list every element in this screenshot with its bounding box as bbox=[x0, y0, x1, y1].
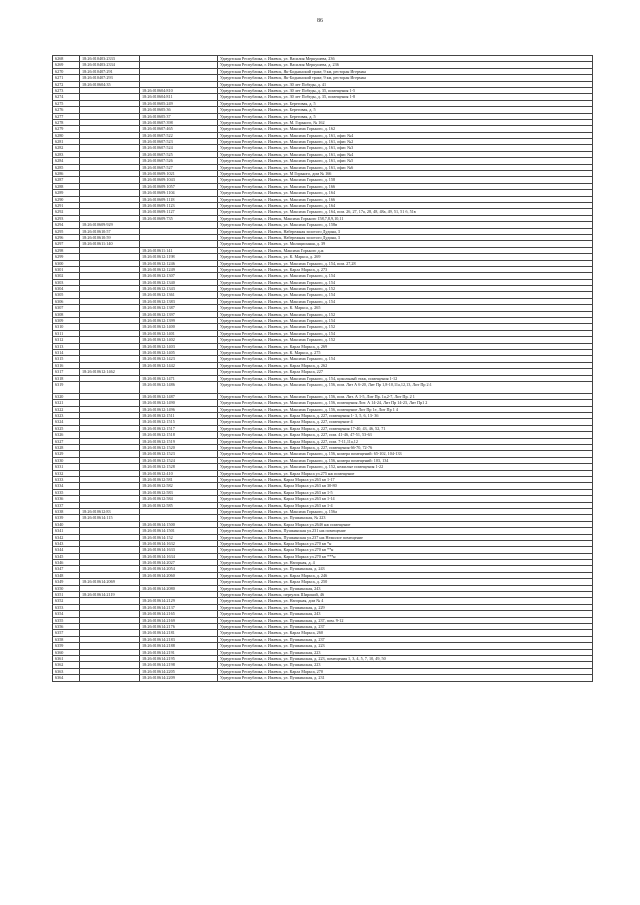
table-row bbox=[53, 675, 593, 681]
address-cell: Удмуртская Республика, г. Ижевск, ул. Береговая, д. 5 bbox=[218, 100, 593, 106]
premises-cadastral-number-cell: 18:26:010609:1043 bbox=[140, 177, 218, 183]
premises-cadastral-number-cell: 18:26:010612:1399 bbox=[140, 318, 218, 324]
row-number-cell: 6327 bbox=[53, 438, 80, 444]
premises-cadastral-number-cell: 18:26:010614:1634 bbox=[140, 553, 218, 559]
row-number-cell: 6308 bbox=[53, 311, 80, 317]
premises-cadastral-number-cell: 18:26:010612:1401 bbox=[140, 330, 218, 336]
row-number-cell: 6299 bbox=[53, 254, 80, 260]
address-cell: Удмуртская Республика, г. Ижевск, ул. Максима Горького, д. 154, цокольный этаж, помещения 1-12 bbox=[218, 375, 593, 381]
premises-cadastral-number-cell: 18:26:010614:1632 bbox=[140, 540, 218, 546]
row-number-cell: 6303 bbox=[53, 279, 80, 285]
row-number-cell: 6329 bbox=[53, 451, 80, 457]
premises-cadastral-number-cell: 18:26:010612:1487 bbox=[140, 393, 218, 399]
row-number-cell: 6331 bbox=[53, 464, 80, 470]
row-number-cell: 6325 bbox=[53, 425, 80, 431]
cadastral-number-cell: 18:26:010614:2069 bbox=[80, 579, 140, 585]
row-number-cell: 6342 bbox=[53, 534, 80, 540]
premises-cadastral-number-cell: 18:26:010612:1442 bbox=[140, 362, 218, 368]
address-cell: Удмуртская Республика, г. Ижевск, ул. Максима Горького, д. 164 bbox=[218, 202, 593, 208]
address-cell: Удмуртская Республика, г. Ижевск, ул. М. Горького, № 162 bbox=[218, 119, 593, 125]
address-cell: Удмуртская Республика, г. Ижевск, ул. Василия Меркушева, д. 236 bbox=[218, 62, 593, 68]
address-cell: Удмуртская Республика, г. Ижевск, ул. Максима Горького, д. 154 bbox=[218, 273, 593, 279]
premises-cadastral-number-cell: 18:26:010612:1307 bbox=[140, 273, 218, 279]
premises-cadastral-number-cell: 18:26:010612:1518 bbox=[140, 432, 218, 438]
premises-cadastral-number-cell: 18:26:010612:1400 bbox=[140, 324, 218, 330]
address-cell: Удмуртская Республика, г. Ижевск, ул. Максима Горького, д. 158 bbox=[218, 177, 593, 183]
row-number-cell: 6322 bbox=[53, 406, 80, 412]
address-cell: Удмуртская Республика, г. Ижевск, ул. Максима Горького, д. 161, офис №6 bbox=[218, 164, 593, 170]
address-cell: Удмуртская Республика, г. Ижевск, Карла Маркса ул.263 кв 1-4 bbox=[218, 502, 593, 508]
row-number-cell: 6282 bbox=[53, 145, 80, 151]
registry-table bbox=[52, 55, 593, 682]
address-cell: Удмуртская Республика, г. Ижевск, ул. Карла Маркса, д. 227, пом. 7-11,11а,12 bbox=[218, 438, 593, 444]
row-number-cell: 6279 bbox=[53, 126, 80, 132]
row-number-cell: 6326 bbox=[53, 432, 80, 438]
cadastral-number-cell: 18:26:010612:83 bbox=[80, 508, 140, 514]
row-number-cell: 6353 bbox=[53, 604, 80, 610]
row-number-cell: 6363 bbox=[53, 668, 80, 674]
registry-table-body bbox=[53, 56, 593, 682]
address-cell: Удмуртская Республика, г. Ижевск, ул. Максима Горького, д. 158в bbox=[218, 222, 593, 228]
address-cell: Удмуртская Республика, г. Ижевск, ул. Максима Горького, д. 156, пом. Лит А 6-20, Лит Пр 1,8-10,11а,12,13, Лит Пр 2:1 bbox=[218, 381, 593, 393]
address-cell: Удмуртская Республика, г. Ижевск, ул. Максима Горького, д. 154, пом. 27,28 bbox=[218, 260, 593, 266]
address-cell: Удмуртская Республика, г. Ижевск, ул. Милиционная, д. 39 bbox=[218, 241, 593, 247]
premises-cadastral-number-cell: 18:26:010612:1198 bbox=[140, 254, 218, 260]
address-cell: Удмуртская Республика, г. Ижевск, ул. Карла Маркса, д. 269 bbox=[218, 343, 593, 349]
address-cell: Удмуртская Республика, г. Ижевск, Набережная золотого Дудина, 3 bbox=[218, 228, 593, 234]
premises-cadastral-number-cell: 18:26:010612:1387 bbox=[140, 305, 218, 311]
row-number-cell: 6286 bbox=[53, 171, 80, 177]
premises-cadastral-number-cell: 18:26:010609:1118 bbox=[140, 196, 218, 202]
row-number-cell: 6309 bbox=[53, 318, 80, 324]
address-cell: Удмуртская Республика, г. Ижевск, ул. Пушкинская, 223 bbox=[218, 662, 593, 668]
address-cell: Удмуртская Республика, г. Ижевск, ул. Карла Маркса, д. 273 bbox=[218, 266, 593, 272]
premises-cadastral-number-cell: 18:26:010612:1515 bbox=[140, 419, 218, 425]
row-number-cell: 6346 bbox=[53, 560, 80, 566]
premises-cadastral-number-cell: 18:26:010614:2209 bbox=[140, 675, 218, 681]
premises-cadastral-number-cell: 18:26:010612:1340 bbox=[140, 279, 218, 285]
row-number-cell: 6321 bbox=[53, 400, 80, 406]
row-number-cell: 6340 bbox=[53, 521, 80, 527]
premises-cadastral-number-cell: 18:26:010612:1343 bbox=[140, 286, 218, 292]
address-cell: Удмуртская Республика, г. Ижевск, ул. Пушкинская, № 223 bbox=[218, 515, 593, 521]
address-cell: Удмуртская Республика, г. Ижевск, ул. Карла Маркса, д. 227, помещение 4 bbox=[218, 419, 593, 425]
address-cell: Удмуртская Республика, г. Ижевск, ул. Пушкинская, д. 237 bbox=[218, 623, 593, 629]
address-cell: Удмуртская Республика, г. Ижевск, ул. М Горького, дом № 166 bbox=[218, 171, 593, 177]
premises-cadastral-number-cell: 18:26:010612:585 bbox=[140, 502, 218, 508]
address-cell: Удмуртская Республика, г. Ижевск, Карла Маркса ул.263 кв 1-5 bbox=[218, 489, 593, 495]
address-cell: Удмуртская Республика, г. Ижевск, ул. Карла Маркса, 270 bbox=[218, 668, 593, 674]
address-cell: Удмуртская Республика, г. Ижевск, ул. Максима Горького, д. 164 bbox=[218, 190, 593, 196]
premises-cadastral-number-cell: 18:26:010614:2198 bbox=[140, 662, 218, 668]
row-number-cell: 6323 bbox=[53, 413, 80, 419]
premises-cadastral-number-cell: 18:26:010614:2195 bbox=[140, 655, 218, 661]
address-cell: Удмуртская Республика, г. Ижевск, Карла Маркса ул.263 кв 1-17 bbox=[218, 477, 593, 483]
row-number-cell: 6280 bbox=[53, 132, 80, 138]
address-cell: Удмуртская Республика, г. Ижевск, Карла Маркса ул.263 кв 30-80 bbox=[218, 483, 593, 489]
address-cell: Удмуртская Республика, г. Ижевск, ул. Василия Меркушева, 236 bbox=[218, 56, 593, 62]
premises-cadastral-number-cell: 18:26:010614:2129 bbox=[140, 598, 218, 604]
row-number-cell: 6275 bbox=[53, 100, 80, 106]
premises-cadastral-number-cell: 18:26:010612:1423 bbox=[140, 356, 218, 362]
address-cell: Удмуртская Республика, г. Ижевск, ул. Карла Маркса, д. 227, помещения 1- 3, 5, 6, 13- 36 bbox=[218, 413, 593, 419]
row-number-cell: 6276 bbox=[53, 107, 80, 113]
address-cell: Удмуртская Республика, г. Ижевск, ул. Максима Горького, д. 154 bbox=[218, 279, 593, 285]
address-cell: Удмуртская Республика, г. Ижевск, ул. Максима Горького, д. 152 bbox=[218, 337, 593, 343]
row-number-cell: 6361 bbox=[53, 655, 80, 661]
row-number-cell: 6273 bbox=[53, 87, 80, 93]
premises-cadastral-number-cell: 18:26:010609:1123 bbox=[140, 202, 218, 208]
row-number-cell: 6355 bbox=[53, 617, 80, 623]
address-cell: Удмуртская Республика, г. Ижевск, ул. К. Маркса, д. 269 bbox=[218, 254, 593, 260]
premises-cadastral-number-cell: 18:26:010614:2165 bbox=[140, 611, 218, 617]
row-number-cell: 6298 bbox=[53, 247, 80, 253]
address-cell: Удмуртская Республика, г. Ижевск, ул. Береговая, д. 5 bbox=[218, 113, 593, 119]
address-cell: Удмуртская Республика, г. Ижевск, ул. Максима Горького, д. 152, нежилые помещения 1-22 bbox=[218, 464, 593, 470]
row-number-cell: 6349 bbox=[53, 579, 80, 585]
row-number-cell: 6315 bbox=[53, 356, 80, 362]
address-cell: Удмуртская Республика, г. Ижевск, переулок Широкий, 46 bbox=[218, 592, 593, 598]
premises-cadastral-number-cell: 18:26:010614:1500 bbox=[140, 521, 218, 527]
row-number-cell: 6330 bbox=[53, 457, 80, 463]
cadastral-number-cell bbox=[80, 675, 140, 681]
premises-cadastral-number-cell: 18:26:010614:2054 bbox=[140, 566, 218, 572]
premises-cadastral-number-cell: 18:26:010605:36 bbox=[140, 107, 218, 113]
row-number-cell: 6301 bbox=[53, 266, 80, 272]
address-cell: Удмуртская Республика, г. Ижевск, ул. Карла Маркса ул.275 нж помещение bbox=[218, 470, 593, 476]
address-cell: Удмуртская Республика, г. Ижевск, ул. Максима Горького, д. 161, офис №4 bbox=[218, 132, 593, 138]
premises-cadastral-number-cell: 18:26:010609:1104 bbox=[140, 190, 218, 196]
address-cell: Удмуртская Республика, г. Ижевск, ул. Максима Горького, д. 154 bbox=[218, 318, 593, 324]
address-cell: Удмуртская Республика, г. Ижевск, Карла Маркса ул.270 кв ***н bbox=[218, 553, 593, 559]
premises-cadastral-number-cell: 18:26:010612:1403 bbox=[140, 343, 218, 349]
address-cell: Удмуртская Республика, г. Ижевск, ул. 30 лет Победы, д. 35, помещения 1-8 bbox=[218, 94, 593, 100]
premises-cadastral-number-cell: 18:26:010612:1496 bbox=[140, 406, 218, 412]
address-cell: Удмуртская Республика, г. Ижевск, ул. Карла Маркса, д. 227, помещения 17-40, 43, 46, 52, 71 bbox=[218, 425, 593, 431]
premises-cadastral-number-cell: 18:26:010614:1501 bbox=[140, 528, 218, 534]
address-cell: Удмуртская Республика, г. Ижевск, ул. Максима Горького, д. 156, помещение Лит Пр 1е, Лит Пр 1 4 bbox=[218, 406, 593, 412]
row-number-cell: 6345 bbox=[53, 553, 80, 559]
address-cell: Удмуртская Республика, г. Ижевск, ул. Максима Горького, д. 161, офис №3 bbox=[218, 145, 593, 151]
row-number-cell: 6359 bbox=[53, 643, 80, 649]
row-number-cell: 6290 bbox=[53, 196, 80, 202]
row-number-cell: 6344 bbox=[53, 547, 80, 553]
address-cell: Удмуртская Республика, г. Ижевск, ул. Пушкинская, д. 231 bbox=[218, 675, 593, 681]
premises-cadastral-number-cell: 18:26:010609:735 bbox=[140, 215, 218, 221]
premises-cadastral-number-cell: 18:26:010612:1486 bbox=[140, 381, 218, 393]
address-cell: Удмуртская Республика, г. Ижевск, ул. Пушкинская, д. 223, помещения 1, 3, 4, 5, 7, 10, 49, 50 bbox=[218, 655, 593, 661]
address-cell: Удмуртская Республика, г. Ижевск, ул. Максима Горького, д. 156, номера помещений: 103, 134 bbox=[218, 457, 593, 463]
row-number-cell: 6305 bbox=[53, 292, 80, 298]
row-number-cell: 6339 bbox=[53, 515, 80, 521]
address-cell: Удмуртская Республика, г. Ижевск, ул. Максима Горького, д. 152 bbox=[218, 286, 593, 292]
address-cell: Удмуртская Республика, г. Ижевск, ул. Максима Горького, д. 154 bbox=[218, 292, 593, 298]
premises-cadastral-number-cell: 18:26:010614:1633 bbox=[140, 547, 218, 553]
premises-cadastral-number-cell: 18:26:010612:1528 bbox=[140, 464, 218, 470]
row-number-cell: 6352 bbox=[53, 598, 80, 604]
row-number-cell: 6277 bbox=[53, 113, 80, 119]
premises-cadastral-number-cell: 18:26:010609:1127 bbox=[140, 209, 218, 215]
row-number-cell: 6292 bbox=[53, 209, 80, 215]
address-cell: Удмуртская Республика, г. Ижевск, ул. Карла Маркса, д. 250 bbox=[218, 579, 593, 585]
premises-cadastral-number-cell: 18:26:010607:398 bbox=[140, 119, 218, 125]
row-number-cell: 6304 bbox=[53, 286, 80, 292]
address-cell: Удмуртская Республика, г. Ижевск, Набережная золотого Дудина, 3 bbox=[218, 234, 593, 240]
row-number-cell: 6334 bbox=[53, 483, 80, 489]
address-cell: Удмуртская Республика, г. Ижевск, ул. Максима Горького, д. 161, офис №5 bbox=[218, 158, 593, 164]
premises-cadastral-number-cell: 18:26:010607:523 bbox=[140, 139, 218, 145]
premises-cadastral-number-cell: 18:26:010605:249 bbox=[140, 100, 218, 106]
premises-cadastral-number-cell: 18:26:010614:2060 bbox=[140, 572, 218, 578]
address-cell: Удмуртская Республика, г. Ижевск, ул. Максима Горького, д. 152 bbox=[218, 324, 593, 330]
row-number-cell: 6294 bbox=[53, 222, 80, 228]
address-cell: Удмуртская Республика, г. Ижевск, ул. Максима Горького, д. 156, пом. Лит. А 1-5, Лит Пр. 1а,2-7, Лит Пр. 2 1 bbox=[218, 393, 593, 399]
cadastral-number-cell: 18:26:010610:57 bbox=[80, 228, 140, 234]
row-number-cell: 6307 bbox=[53, 305, 80, 311]
row-number-cell: 6320 bbox=[53, 393, 80, 399]
address-cell: Удмуртская Республика, г. Ижевск, Карла Маркса ул.270 кв **н bbox=[218, 547, 593, 553]
cadastral-number-cell: 18:26:010407:293 bbox=[80, 75, 140, 81]
premises-cadastral-number-cell: 18:26:010612:1249 bbox=[140, 266, 218, 272]
row-number-cell: 6295 bbox=[53, 228, 80, 234]
premises-cadastral-number-cell: 18:26:010612:583 bbox=[140, 489, 218, 495]
row-number-cell: 6278 bbox=[53, 119, 80, 125]
address-cell: Удмуртская Республика, г. Ижевск, Карла Маркса ул.263 кв 1-14 bbox=[218, 496, 593, 502]
premises-cadastral-number-cell: 18:26:010612:1361 bbox=[140, 292, 218, 298]
row-number-cell: 6288 bbox=[53, 183, 80, 189]
premises-cadastral-number-cell: 18:26:010607:526 bbox=[140, 158, 218, 164]
address-cell: Удмуртская Республика, г. Ижевск, ул. Карла Маркса, 260 bbox=[218, 630, 593, 636]
premises-cadastral-number-cell: 18:26:010614:2137 bbox=[140, 604, 218, 610]
row-number-cell: 6324 bbox=[53, 419, 80, 425]
row-number-cell: 6281 bbox=[53, 139, 80, 145]
premises-cadastral-number-cell: 18:26:010607:465 bbox=[140, 126, 218, 132]
row-number-cell: 6362 bbox=[53, 662, 80, 668]
premises-cadastral-number-cell: 18:26:010611:141 bbox=[140, 247, 218, 253]
address-cell: Удмуртская Республика, г. Ижевск, Пушкинская ул.237 нж Нежилое помещение bbox=[218, 534, 593, 540]
premises-cadastral-number-cell: 18:26:010614:2080 bbox=[140, 585, 218, 591]
address-cell: Удмуртская Республика, г. Ижевск, ул. Пушкинская, 243 bbox=[218, 585, 593, 591]
row-number-cell: 6297 bbox=[53, 241, 80, 247]
row-number-cell: 6319 bbox=[53, 381, 80, 393]
premises-cadastral-number-cell: 18:26:010614:2183 bbox=[140, 636, 218, 642]
address-cell: Удмуртская Республика, г. Ижевск, ул. Пушкинская, 243 bbox=[218, 611, 593, 617]
cadastral-number-cell: 18:26:010612:1462 bbox=[80, 369, 140, 375]
premises-cadastral-number-cell: 18:26:010612:1397 bbox=[140, 311, 218, 317]
premises-cadastral-number-cell: 18:26:010614:152 bbox=[140, 534, 218, 540]
premises-cadastral-number-cell: 18:26:010612:1524 bbox=[140, 457, 218, 463]
premises-cadastral-number-cell: 18:26:010607:522 bbox=[140, 132, 218, 138]
address-cell: Удмуртская Республика, г. Ижевск, ул. Максима Горького, д. 161, офис №2 bbox=[218, 139, 593, 145]
address-cell: Удмуртская Республика, г. Ижевск, ул. Максима Горького, д. 152 bbox=[218, 311, 593, 317]
row-number-cell: 6364 bbox=[53, 675, 80, 681]
premises-cadastral-number-cell: 18:26:010614:2181 bbox=[140, 630, 218, 636]
cadastral-number-cell: 18:26:010403:2333 bbox=[80, 56, 140, 62]
address-cell: Удмуртская Республика, г. Ижевск, Карла Маркса ул.264б нж помещение bbox=[218, 521, 593, 527]
address-cell: Удмуртская Республика, г. Ижевск, Пушкинская ул.231 нж помещение bbox=[218, 528, 593, 534]
premises-cadastral-number-cell: 18:26:010612:584 bbox=[140, 496, 218, 502]
row-number-cell: 6271 bbox=[53, 75, 80, 81]
premises-cadastral-number-cell: 18:26:010612:1517 bbox=[140, 425, 218, 431]
row-number-cell: 6316 bbox=[53, 362, 80, 368]
row-number-cell: 6350 bbox=[53, 585, 80, 591]
row-number-cell: 6283 bbox=[53, 151, 80, 157]
address-cell: Удмуртская Республика, г. Ижевск, ул. К. Маркса, д. 275 bbox=[218, 349, 593, 355]
row-number-cell: 6312 bbox=[53, 337, 80, 343]
address-cell: Удмуртская Республика, г. Ижевск, ул. Карла Маркса, д. 246 bbox=[218, 572, 593, 578]
row-number-cell: 6354 bbox=[53, 611, 80, 617]
premises-cadastral-number-cell: 18:26:010609:1021 bbox=[140, 171, 218, 177]
premises-cadastral-number-cell: 18:26:010612:1490 bbox=[140, 400, 218, 406]
row-number-cell: 6289 bbox=[53, 190, 80, 196]
premises-cadastral-number-cell: 18:26:010614:2027 bbox=[140, 560, 218, 566]
premises-cadastral-number-cell: 18:26:010607:525 bbox=[140, 151, 218, 157]
row-number-cell: 6328 bbox=[53, 445, 80, 451]
premises-cadastral-number-cell: 18:26:010614:2176 bbox=[140, 623, 218, 629]
premises-cadastral-number-cell: 18:26:010614:2169 bbox=[140, 617, 218, 623]
address-cell: Удмуртская Республика, г. Ижевск, ул. Карла Маркса, 227 bbox=[218, 369, 593, 375]
address-cell: Удмуртская Республика, г. Ижевск, ул. Карла Маркса, д. 227, пом. 41-46, 47-51, 53-63 bbox=[218, 432, 593, 438]
address-cell: Удмуртская Республика, г. Ижевск, ул. Пушкинская, д. 223 bbox=[218, 643, 593, 649]
cadastral-number-cell: 18:26:010604:35 bbox=[80, 81, 140, 87]
address-cell: Удмуртская Республика, г. Ижевск, ул. Максима Горького, д. 154 bbox=[218, 330, 593, 336]
address-cell: Удмуртская Республика, г. Ижевск, ул. Карла Маркса, д. 227, помещения 66-70, 72-76 bbox=[218, 445, 593, 451]
address-cell: Удмуртская Республика, г. Ижевск, ул. Максима Горького, д. 164, пом. 26, 27, 17а, 28, 48, 48а, 49, 51, 51 б, 51в bbox=[218, 209, 593, 215]
address-cell: Удмуртская Республика, г. Ижевск, Як-Бодьинский тракт, 9 км, ресторан Игерман bbox=[218, 75, 593, 81]
row-number-cell: 6332 bbox=[53, 470, 80, 476]
premises-cadastral-number-cell: 18:26:010612:1383 bbox=[140, 298, 218, 304]
row-number-cell: 6356 bbox=[53, 623, 80, 629]
premises-cadastral-number-cell: 18:26:010614:2188 bbox=[140, 643, 218, 649]
premises-cadastral-number-cell: 18:26:010612:1520 bbox=[140, 445, 218, 451]
premises-cadastral-number-cell: 18:26:010612:1402 bbox=[140, 337, 218, 343]
row-number-cell: 6348 bbox=[53, 572, 80, 578]
premises-cadastral-number-cell: 18:26:010604:811 bbox=[140, 94, 218, 100]
cadastral-number-cell: 18:26:010403:2334 bbox=[80, 62, 140, 68]
cadastral-number-cell bbox=[80, 381, 140, 393]
row-number-cell: 6338 bbox=[53, 508, 80, 514]
row-number-cell: 6302 bbox=[53, 273, 80, 279]
row-number-cell: 6293 bbox=[53, 215, 80, 221]
row-number-cell: 6336 bbox=[53, 496, 80, 502]
address-cell: Удмуртская Республика, г. Ижевск, ул. Нагорная, дом № 4 bbox=[218, 598, 593, 604]
address-cell: Удмуртская Республика, г. Ижевск, Максима Горького 158,7,8,9,10,11 bbox=[218, 215, 593, 221]
row-number-cell: 6284 bbox=[53, 158, 80, 164]
row-number-cell: 6337 bbox=[53, 502, 80, 508]
row-number-cell: 6291 bbox=[53, 202, 80, 208]
premises-cadastral-number-cell: 18:26:010604:810 bbox=[140, 87, 218, 93]
row-number-cell: 6285 bbox=[53, 164, 80, 170]
premises-cadastral-number-cell: 18:26:010612:1471 bbox=[140, 375, 218, 381]
cadastral-number-cell: 18:26:010614:2119 bbox=[80, 592, 140, 598]
row-number-cell: 6270 bbox=[53, 68, 80, 74]
row-number-cell: 6347 bbox=[53, 566, 80, 572]
row-number-cell: 6269 bbox=[53, 62, 80, 68]
address-cell: Удмуртская Республика, г. Ижевск, ул. Максима Горького, д. 161, офис №4 bbox=[218, 151, 593, 157]
address-cell: Удмуртская Республика, г. Ижевск, Як-Бодьинский тракт, 9 км, ресторан Игерман bbox=[218, 68, 593, 74]
row-number-cell: 6341 bbox=[53, 528, 80, 534]
row-number-cell: 6333 bbox=[53, 477, 80, 483]
row-number-cell: 6300 bbox=[53, 260, 80, 266]
premises-cadastral-number-cell: 18:26:010612:1523 bbox=[140, 451, 218, 457]
address-cell: Удмуртская Республика, г. Ижевск, ул. Максима Горького, д. 162 bbox=[218, 126, 593, 132]
cadastral-number-cell: 18:26:010614:115 bbox=[80, 515, 140, 521]
row-number-cell: 6310 bbox=[53, 324, 80, 330]
row-number-cell: 6360 bbox=[53, 649, 80, 655]
premises-cadastral-number-cell: 18:26:010612:1511 bbox=[140, 413, 218, 419]
row-number-cell: 6268 bbox=[53, 56, 80, 62]
row-number-cell: 6274 bbox=[53, 94, 80, 100]
address-cell: Удмуртская Республика, г. Ижевск, ул. Береговая, д. 5 bbox=[218, 107, 593, 113]
address-cell: Удмуртская Республика, г. Ижевск, ул. Максима Горького, д. 154 bbox=[218, 298, 593, 304]
address-cell: Удмуртская Республика, г. Ижевск, ул. К. Маркса, д. 265 bbox=[218, 305, 593, 311]
address-cell: Удмуртская Республика, г. Ижевск, ул. Карла Маркса, д. 262 bbox=[218, 362, 593, 368]
row-number-cell: 6357 bbox=[53, 630, 80, 636]
row-number-cell: 6343 bbox=[53, 540, 80, 546]
premises-cadastral-number-cell: 18:26:010612:1519 bbox=[140, 438, 218, 444]
premises-cadastral-number-cell: 18:26:010605:37 bbox=[140, 113, 218, 119]
premises-cadastral-number-cell: 18:26:010612:1246 bbox=[140, 260, 218, 266]
row-number-cell: 6311 bbox=[53, 330, 80, 336]
page-number: 86 bbox=[317, 18, 323, 24]
cadastral-number-cell: 18:26:010407:291 bbox=[80, 68, 140, 74]
address-cell: Удмуртская Республика, г. Ижевск, ул. 30 лет Победы, д. 35, помещения 1-5 bbox=[218, 87, 593, 93]
premises-cadastral-number-cell: 18:26:010612:410 bbox=[140, 470, 218, 476]
address-cell: Удмуртская Республика, г. Ижевск, ул. Максима Горького, д. 156, номера помещений: 65-102, 104-133 bbox=[218, 451, 593, 457]
cadastral-number-cell: 18:26:010611:140 bbox=[80, 241, 140, 247]
address-cell: Удмуртская Республика, г. Ижевск, ул. Максима Горького, д. 166 bbox=[218, 183, 593, 189]
address-cell: Удмуртская Республика, г. Ижевск, Карла Маркса ул.270 кв *н bbox=[218, 540, 593, 546]
address-cell: Удмуртская Республика, г. Ижевск, ул. Пушкинская, 223 bbox=[218, 649, 593, 655]
address-cell: Удмуртская Республика, г. Ижевск, ул. Максима Горького, д. 166 bbox=[218, 196, 593, 202]
row-number-cell: 6318 bbox=[53, 375, 80, 381]
row-number-cell: 6287 bbox=[53, 177, 80, 183]
row-number-cell: 6351 bbox=[53, 592, 80, 598]
premises-cadastral-number-cell: 18:26:010607:524 bbox=[140, 145, 218, 151]
table-row bbox=[53, 381, 593, 393]
address-cell: Удмуртская Республика, г. Ижевск, ул. 30 лет Победы, д. 41 bbox=[218, 81, 593, 87]
address-cell: Удмуртская Республика, г. Ижевск, ул. Максима Горького, д. 156, помещения Лит. А 14-24, Лит Пр 14-23, Лит Пр1 2 bbox=[218, 400, 593, 406]
address-cell: Удмуртская Республика, г. Ижевск, ул. Пушкинская, д. 237, пом. 9-12 bbox=[218, 617, 593, 623]
row-number-cell: 6358 bbox=[53, 636, 80, 642]
address-cell: Удмуртская Республика, г. Ижевск, ул. Пушкинская, д. 243 bbox=[218, 566, 593, 572]
address-cell: Удмуртская Республика, г. Ижевск, ул. Максима Горького, д. 154 bbox=[218, 356, 593, 362]
address-cell: Удмуртская Республика, г. Ижевск, ул. Максима Горького, д. 156а bbox=[218, 508, 593, 514]
address-cell: Удмуртская Республика, г. Ижевск, ул. Пушкинская, д. 237 bbox=[218, 636, 593, 642]
row-number-cell: 6296 bbox=[53, 234, 80, 240]
premises-cadastral-number-cell: 18:26:010609:1057 bbox=[140, 183, 218, 189]
premises-cadastral-number-cell: 18:26:010614:2205 bbox=[140, 668, 218, 674]
row-number-cell: 6313 bbox=[53, 343, 80, 349]
premises-cadastral-number-cell: 18:26:010612:581 bbox=[140, 477, 218, 483]
row-number-cell: 6272 bbox=[53, 81, 80, 87]
premises-cadastral-number-cell: 18:26:010614:2191 bbox=[140, 649, 218, 655]
address-cell: Удмуртская Республика, г. Ижевск, Максима Горького д.ж bbox=[218, 247, 593, 253]
row-number-cell: 6306 bbox=[53, 298, 80, 304]
row-number-cell: 6317 bbox=[53, 369, 80, 375]
premises-cadastral-number-cell: 18:26:010612:582 bbox=[140, 483, 218, 489]
premises-cadastral-number-cell: 18:26:010612:1405 bbox=[140, 349, 218, 355]
address-cell: Удмуртская Республика, г. Ижевск, ул. Пушкинская, д. 229 bbox=[218, 604, 593, 610]
address-cell: Удмуртская Республика, г. Ижевск, ул. Нагорная, д. 4 bbox=[218, 560, 593, 566]
cadastral-number-cell: 18:26:010609:929 bbox=[80, 222, 140, 228]
row-number-cell: 6335 bbox=[53, 489, 80, 495]
row-number-cell: 6314 bbox=[53, 349, 80, 355]
premises-cadastral-number-cell: 18:26:010607:527 bbox=[140, 164, 218, 170]
cadastral-number-cell: 18:26:010610:59 bbox=[80, 234, 140, 240]
